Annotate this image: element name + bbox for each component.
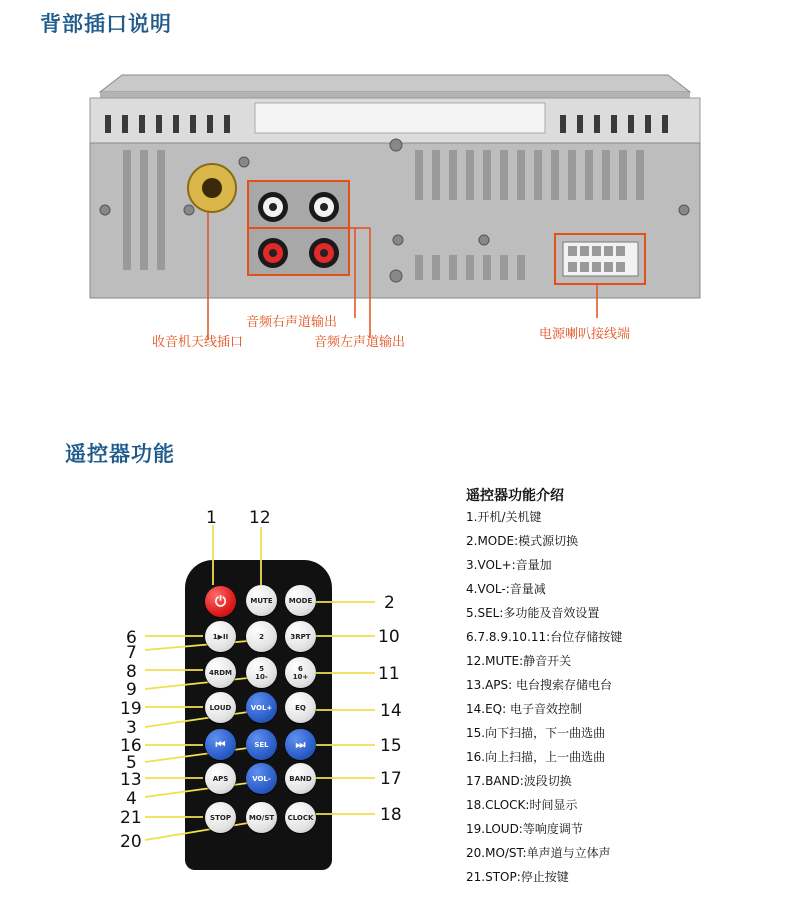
section2-title: 遥控器功能 [65,441,175,466]
callout-16: 16 [120,736,142,756]
vol-up-button[interactable]: VOL+ [246,692,277,723]
function-item: 15.向下扫描，下一曲选曲 [466,726,606,740]
preset-2-button[interactable]: 2 [246,621,277,652]
callout-18: 18 [380,805,402,825]
left-audio-label: 音频左声道输出 [314,335,406,350]
callout-21: 21 [120,808,142,828]
function-item: 1.开机/关机键 [466,510,542,524]
clock-button[interactable]: CLOCK [285,802,316,833]
callout-1: 1 [206,508,217,528]
preset-1-button[interactable]: 1▶II [205,621,236,652]
callout-19: 19 [120,699,142,719]
callout-4: 4 [126,789,137,809]
function-item: 16.向上扫描，上一曲选曲 [466,750,606,764]
callout-11: 11 [378,664,400,684]
vol-down-button[interactable]: VOL- [246,763,277,794]
callout-13: 13 [120,770,142,790]
function-list-title: 遥控器功能介绍 [466,488,564,504]
stop-button[interactable]: STOP [205,802,236,833]
function-item: 21.STOP:停止按键 [466,870,569,884]
aps-button[interactable]: APS [205,763,236,794]
power-speaker-label: 电源喇叭接线端 [539,327,631,342]
callout-8: 8 [126,662,137,682]
callout-3: 3 [126,718,137,738]
callout-15: 15 [380,736,402,756]
prev-button[interactable]: ⏮ [205,729,236,760]
preset-5-button[interactable]: 5 10- [246,657,277,688]
function-item: 2.MODE:模式源切换 [466,534,579,548]
preset-4-button[interactable]: 4RDM [205,657,236,688]
loud-button[interactable]: LOUD [205,692,236,723]
right-audio-label: 音频右声道输出 [246,315,338,330]
callout-6: 6 [126,628,137,648]
function-item: 17.BAND:波段切换 [466,774,572,788]
function-item: 18.CLOCK:时间显示 [466,798,578,812]
mute-button[interactable]: MUTE [246,585,277,616]
callout-10: 10 [378,627,400,647]
function-item: 20.MO/ST:单声道与立体声 [466,846,611,860]
callout-12: 12 [249,508,271,528]
function-item: 4.VOL-:音量减 [466,582,546,596]
callout-14: 14 [380,701,402,721]
function-item: 3.VOL+:音量加 [466,558,552,572]
function-item: 14.EQ: 电子音效控制 [466,702,582,716]
function-item: 6.7.8.9.10.11:台位存储按键 [466,630,623,644]
next-button[interactable]: ⏭ [285,729,316,760]
callout-17: 17 [380,769,402,789]
preset-3-button[interactable]: 3RPT [285,621,316,652]
function-item: 5.SEL:多功能及音效设置 [466,606,600,620]
band-button[interactable]: BAND [285,763,316,794]
callout-5: 5 [126,753,137,773]
function-item: 12.MUTE:静音开关 [466,654,572,668]
callout-9: 9 [126,680,137,700]
eq-button[interactable]: EQ [285,692,316,723]
callout-7: 7 [126,643,137,663]
power-button[interactable]: ⏻ [205,586,236,617]
callout-2: 2 [384,593,395,613]
mode-button[interactable]: MODE [285,585,316,616]
mo-st-button[interactable]: MO/ST [246,802,277,833]
antenna-label: 收音机天线插口 [152,335,244,350]
preset-6-button[interactable]: 6 10+ [285,657,316,688]
callout-20: 20 [120,832,142,852]
function-item: 19.LOUD:等响度调节 [466,822,583,836]
section1-title: 背部插口说明 [40,11,172,36]
sel-button[interactable]: SEL [246,729,277,760]
function-item: 13.APS: 电台搜索存储电台 [466,678,613,692]
